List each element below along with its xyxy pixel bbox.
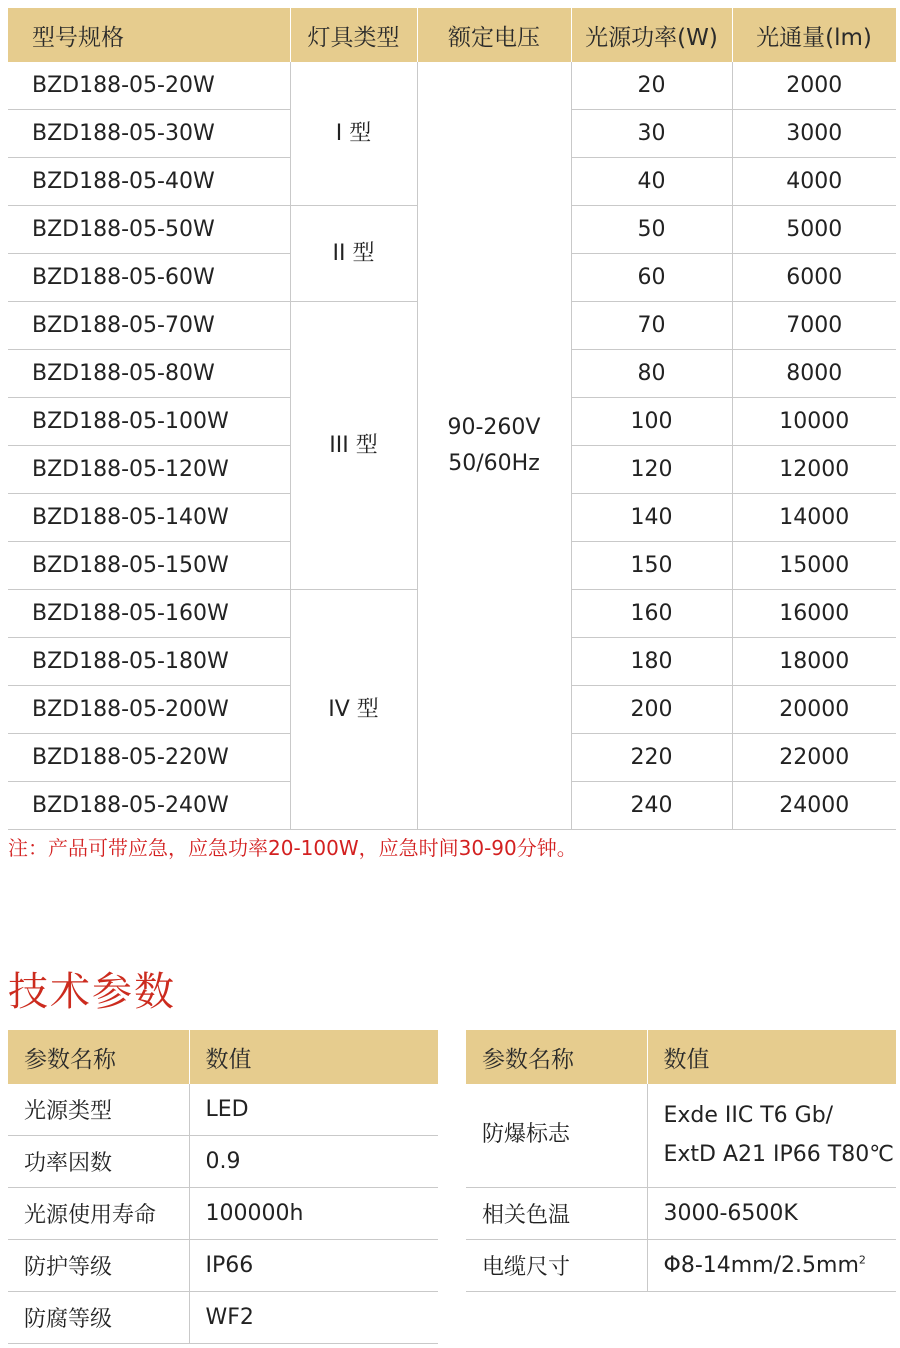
param-value: IP66 [189,1240,438,1292]
flux-cell: 4000 [732,158,896,206]
flux-cell: 22000 [732,734,896,782]
model-cell: BZD188-05-20W [8,62,290,110]
param-name: 光源使用寿命 [8,1188,189,1240]
model-cell: BZD188-05-100W [8,398,290,446]
table-row [466,1084,896,1188]
param-value: 0.9 [189,1136,438,1188]
table-row [8,1136,438,1188]
param-name: 功率因数 [8,1136,189,1188]
power-cell: 240 [571,782,732,830]
lamp-type-cell: III 型 [290,302,417,590]
power-cell: 160 [571,590,732,638]
power-cell: 60 [571,254,732,302]
lamp-type-cell: IV 型 [290,590,417,830]
power-cell: 140 [571,494,732,542]
table-row [8,1188,438,1240]
flux-cell: 10000 [732,398,896,446]
explosion-mark-line1: Exde IIC T6 Gb/ [663,1103,834,1128]
param-name: 相关色温 [466,1188,647,1240]
model-cell: BZD188-05-50W [8,206,290,254]
power-cell: 120 [571,446,732,494]
power-cell: 20 [571,62,732,110]
header-rated-voltage: 额定电压 [417,8,571,62]
param-name: 防腐等级 [8,1292,189,1344]
flux-cell: 6000 [732,254,896,302]
param-value: 3000-6500K [647,1188,896,1240]
table-row [466,1240,896,1292]
header-param-name: 参数名称 [8,1030,189,1084]
flux-cell: 5000 [732,206,896,254]
model-cell: BZD188-05-220W [8,734,290,782]
model-cell: BZD188-05-30W [8,110,290,158]
header-param-value: 数值 [189,1030,438,1084]
flux-cell: 24000 [732,782,896,830]
model-cell: BZD188-05-200W [8,686,290,734]
power-cell: 40 [571,158,732,206]
header-model: 型号规格 [8,8,290,62]
param-header-row [466,1030,896,1084]
power-cell: 30 [571,110,732,158]
flux-cell: 2000 [732,62,896,110]
model-cell: BZD188-05-80W [8,350,290,398]
flux-cell: 14000 [732,494,896,542]
param-name: 防护等级 [8,1240,189,1292]
param-value: WF2 [189,1292,438,1344]
model-cell: BZD188-05-180W [8,638,290,686]
model-cell: BZD188-05-160W [8,590,290,638]
param-table-right [466,1030,897,1292]
table-row [8,62,896,110]
power-cell: 150 [571,542,732,590]
header-param-name: 参数名称 [466,1030,647,1084]
header-param-value: 数值 [647,1030,896,1084]
param-header-row [8,1030,438,1084]
power-cell: 220 [571,734,732,782]
flux-cell: 7000 [732,302,896,350]
power-cell: 200 [571,686,732,734]
model-cell: BZD188-05-120W [8,446,290,494]
param-value: 100000h [189,1188,438,1240]
flux-cell: 18000 [732,638,896,686]
param-table-left [8,1030,439,1344]
lamp-type-cell: II 型 [290,206,417,302]
param-name: 防爆标志 [466,1084,647,1188]
cable-size-value: Φ8-14mm/2.5mm [663,1253,859,1278]
model-cell: BZD188-05-140W [8,494,290,542]
param-value [647,1084,896,1188]
model-cell: BZD188-05-60W [8,254,290,302]
flux-cell: 8000 [732,350,896,398]
param-value [647,1240,896,1292]
flux-cell: 15000 [732,542,896,590]
superscript-two: 2 [858,1253,866,1267]
table-row [8,1292,438,1344]
flux-cell: 12000 [732,446,896,494]
power-cell: 50 [571,206,732,254]
spec-header-row [8,8,896,62]
flux-cell: 20000 [732,686,896,734]
emergency-note: 注：产品可带应急，应急功率20-100W，应急时间30-90分钟。 [8,836,577,860]
power-cell: 100 [571,398,732,446]
power-cell: 80 [571,350,732,398]
model-cell: BZD188-05-40W [8,158,290,206]
header-power: 光源功率(W) [571,8,732,62]
explosion-mark-line2: ExtD A21 IP66 T80℃ [663,1141,894,1167]
model-cell: BZD188-05-150W [8,542,290,590]
header-lamp-type: 灯具类型 [290,8,417,62]
table-row [8,1240,438,1292]
flux-cell: 3000 [732,110,896,158]
power-cell: 180 [571,638,732,686]
header-luminous-flux: 光通量(lm) [732,8,896,62]
voltage-value: 90-260V [447,415,541,441]
power-cell: 70 [571,302,732,350]
section-title: 技术参数 [8,969,176,1015]
param-name: 光源类型 [8,1084,189,1136]
model-cell: BZD188-05-240W [8,782,290,830]
param-name: 电缆尺寸 [466,1240,647,1292]
param-value: LED [189,1084,438,1136]
rated-voltage-cell [417,62,571,830]
frequency-value: 50/60Hz [448,450,540,476]
flux-cell: 16000 [732,590,896,638]
spec-table [8,8,897,830]
lamp-type-cell: I 型 [290,62,417,206]
table-row [8,1084,438,1136]
table-row [466,1188,896,1240]
model-cell: BZD188-05-70W [8,302,290,350]
